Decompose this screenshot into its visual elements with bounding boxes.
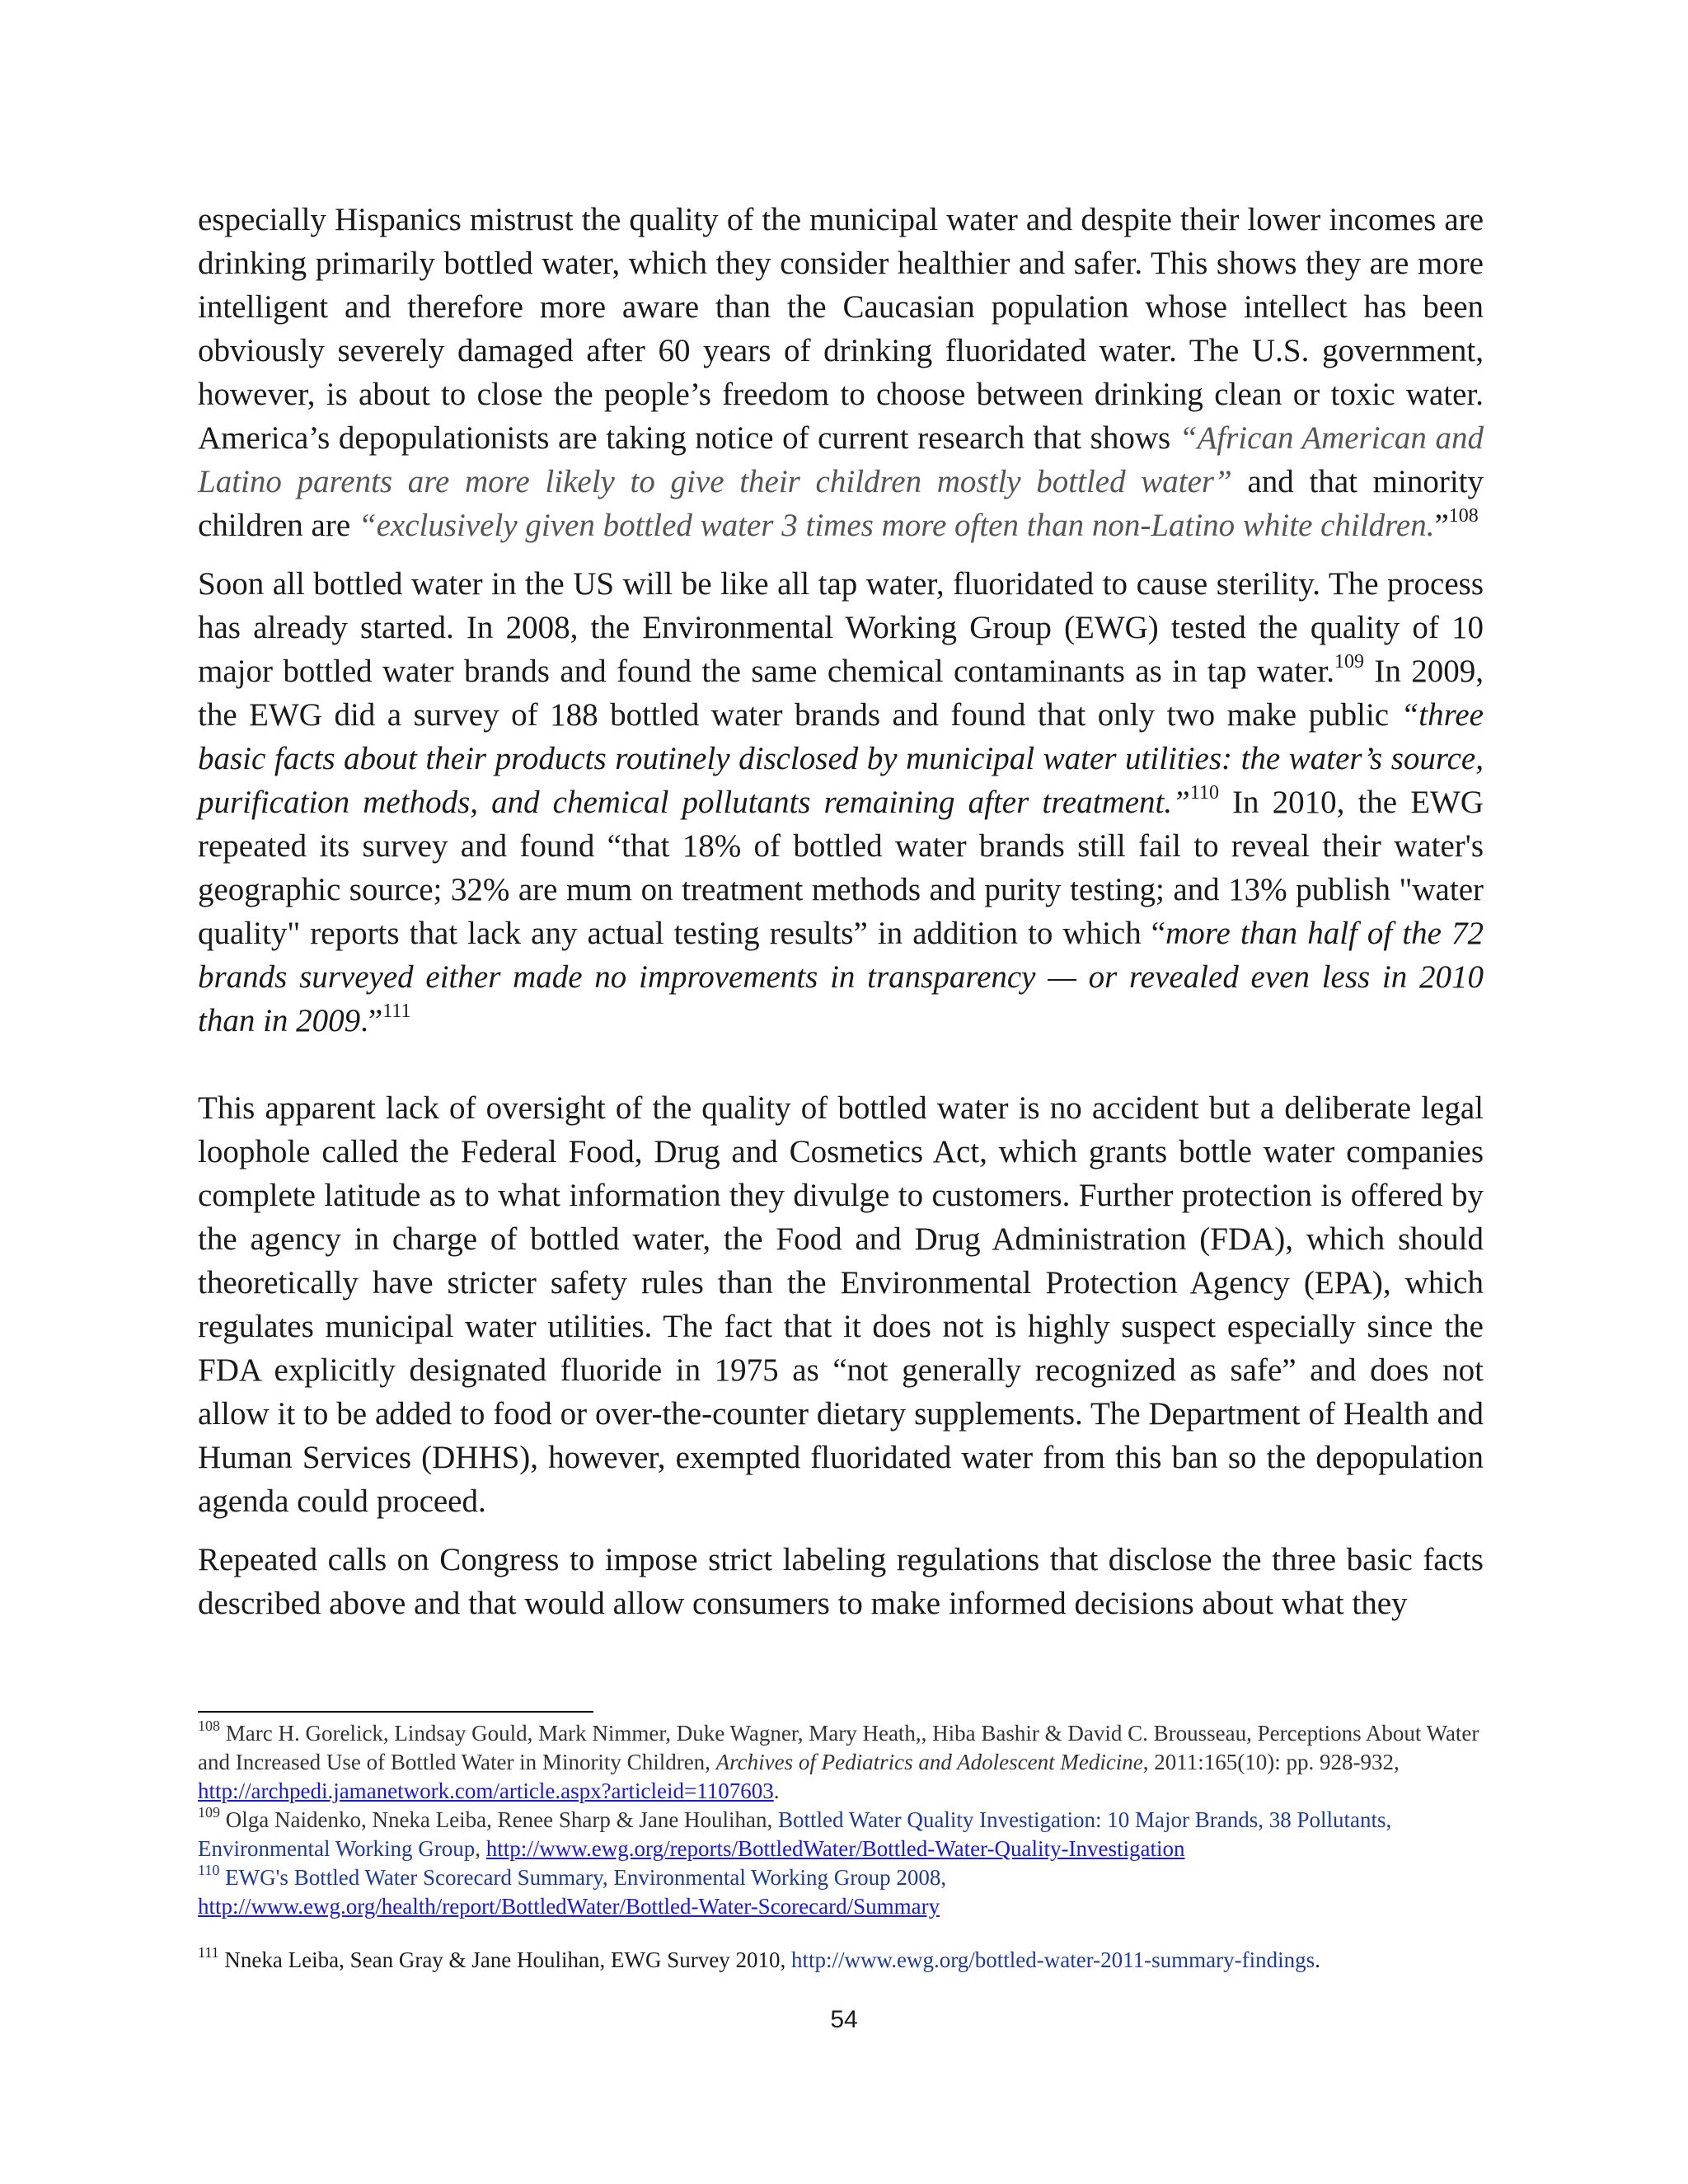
footnote-details: , 2011:165(10): pp. 928-932, (1142, 1750, 1400, 1774)
p2-text-1: Soon all bottled water in the US will be like all tap water, fluoridated to cause sterility. The process has already started. In 2008, the Environmental Working Group (EWG) tested the quality of 10 major bottled water brands and found the same chemical contaminants as in tap water. (198, 566, 1484, 689)
p2-text-2: In 2009, the EWG did a survey of 188 bottled water brands and found that only two make public (198, 654, 1484, 733)
footnote-text: Marc H. Gorelick, Lindsay Gould, Mark Nimmer, Duke Wagner, Mary Heath,, Hiba Bashir & David C. Brousseau, Perceptions About Water and Increased Use of Bottled Water in Minority Children, (198, 1721, 1479, 1774)
footnote-link[interactable]: http://archpedi.jamanetwork.com/article.aspx?articleid=1107603 (198, 1779, 774, 1803)
footnote-number: 111 (198, 1944, 219, 1961)
p2-quote-2: more than half of the 72 brands surveyed either made no improvements in transparency — or revealed even less in 2010 than in 2009 (198, 916, 1484, 1038)
footnote-number: 110 (198, 1862, 220, 1878)
p2-text-4: .” (360, 1003, 383, 1038)
footnote-108 (198, 1719, 1500, 1806)
p1-quote-2: “exclusively given bottled water 3 times more often than non-Latino white children. (358, 508, 1435, 543)
footnote-number: 108 (198, 1718, 220, 1734)
footnote-ref-109[interactable]: 109 (1334, 651, 1365, 673)
footnote-end: . (773, 1779, 780, 1803)
p1-text-3: ” (1434, 508, 1449, 543)
footnotes (198, 1719, 1500, 1975)
footnote-ref-108[interactable]: 108 (1448, 505, 1479, 527)
paragraph-2 (198, 562, 1484, 1043)
footnote-ref-110[interactable]: 110 (1189, 782, 1219, 804)
footnote-number: 109 (198, 1804, 220, 1821)
footnote-ref-111[interactable]: 111 (382, 1001, 411, 1022)
footnote-journal: Archives of Pediatrics and Adolescent Medicine (715, 1750, 1143, 1774)
footnote-text: EWG's Bottled Water Scorecard Summary, Environmental Working Group 2008, (219, 1865, 947, 1890)
footnote-divider (198, 1711, 593, 1713)
footnote-text: Olga Naidenko, Nneka Leiba, Renee Sharp & Jane Houlihan, (220, 1807, 779, 1832)
p2-text-3: In 2010, the EWG repeated its survey and found “that 18% of bottled water brands still fail to reveal their water's geographic source; 32% are mum on treatment methods and purity testing; and 13% publish "water quality" reports that lack any actual testing results” in addition to which “ (198, 785, 1484, 951)
footnote-text: Nneka Leiba, Sean Gray & Jane Houlihan, EWG Survey 2010, (218, 1947, 791, 1972)
main-text (198, 198, 1484, 1625)
paragraph-3: This apparent lack of oversight of the quality of bottled water is no accident but a deliberate legal loophole called the Federal Food, Drug and Cosmetics Act, which grants bottle water companies complete latitude as to what information they divulge to customers. Further protection is offered by the agency in charge of bottled water, the Food and Drug Administration (FDA), which should theoretically have stricter safety rules than the Environmental Protection Agency (EPA), which regulates municipal water utilities. The fact that it does not is highly suspect especially since the FDA explicitly designated fluoride in 1975 as “not generally recognized as safe” and does not allow it to be added to food or over-the-counter dietary supplements. The Department of Health and Human Services (DHHS), however, exempted fluoridated water from this ban so the depopulation agenda could proceed. (198, 1090, 1484, 1519)
footnote-link[interactable]: http://www.ewg.org/health/report/BottledWater/Bottled-Water-Scorecard/Summary (198, 1894, 940, 1919)
p1-text-1: especially Hispanics mistrust the quality of the municipal water and despite their lower incomes are drinking primarily bottled water, which they consider healthier and safer. This shows they are more intelligent and therefore more aware than the Caucasian population whose intellect has been obviously severely damaged after 60 years of drinking fluoridated water. The U.S. government, however, is about to close the people’s freedom to choose between drinking clean or toxic water. America’s depopulationists are taking notice of current research that shows (198, 202, 1484, 456)
footnote-111 (198, 1946, 1500, 1975)
footnote-link[interactable]: http://www.ewg.org/reports/BottledWater/Bottled-Water-Quality-Investigation (485, 1836, 1185, 1861)
footnote-end: . (1315, 1947, 1320, 1972)
footnote-title: Bottled Water Quality Investigation: 10 Major Brands, 38 Pollutants, Environmental Working Group (198, 1807, 1392, 1861)
paragraph-1 (198, 198, 1484, 547)
footnote-110 (198, 1863, 1500, 1921)
footnote-109 (198, 1806, 1500, 1863)
p2-quote-1: “three basic facts about their products routinely disclosed by municipal water utilities: the water’s source, purification methods, and chemical pollutants remaining after treatment.” (198, 697, 1484, 820)
paragraph-4: Repeated calls on Congress to impose strict labeling regulations that disclose the three basic facts described above and that would allow consumers to make informed decisions about what they (198, 1542, 1484, 1621)
footnote-link[interactable]: http://www.ewg.org/bottled-water-2011-summary-findings (791, 1947, 1315, 1972)
page-number: 54 (830, 2006, 858, 2033)
p1-quote-1: “African American and Latino parents are more likely to give their children mostly bottled water” (198, 420, 1484, 499)
footnote-separator: , (475, 1836, 486, 1861)
p1-text-2: and that minority children are (198, 464, 1484, 543)
